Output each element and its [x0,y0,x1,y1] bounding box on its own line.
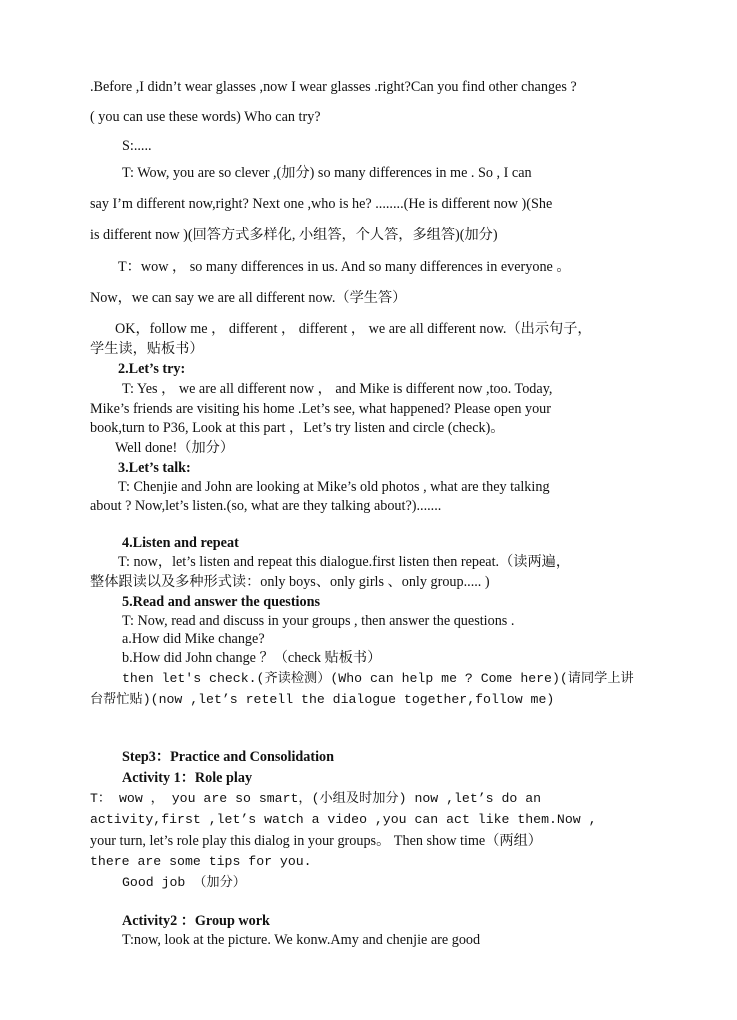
text-line: T: Chenjie and John are looking at Mike’s old photos , what are they talking [118,479,550,495]
text-line: about ? Now,let’s listen.(so, what are they talking about?)....... [90,498,442,514]
text-line: book,turn to P36, Look at this part ，Let’s try listen and circle (check)。 [90,420,505,436]
text-line: T: Wow, you are so clever ,(加分) so many differences in me . So , I can [122,165,532,181]
text-line: Mike’s friends are visiting his home .Let’s see, what happened? Please open your [90,401,551,417]
text-line: your turn, let’s role play this dialog in your groups。 Then show time（两组） [90,833,542,849]
text-line: Now，we can say we are all different now.（学生答） [90,290,407,306]
text-line: there are some tips for you. [90,854,312,869]
text-line: then let's check.(齐读检测）(Who can help me ? Come here)(请同学上讲 [122,671,634,686]
text-line: is different now )(回答方式多样化, 小组答，个人答，多组答)(加分) [90,227,498,243]
text-line: a.How did Mike change? [122,631,265,647]
text-line: b.How did John change ？（check 贴板书） [122,650,382,666]
text-line: OK，follow me ， different ， different ， we are all different now.（出示句子， [115,321,592,337]
text-line: 整体跟读以及多种形式读：only boys、only girls 、only group..... ) [90,574,490,590]
text-line: 台帮忙贴)(now ,let’s retell the dialogue together,follow me) [90,692,555,707]
text-line: .Before ,I didn’t wear glasses ,now I wear glasses .right?Can you find other changes ? [90,79,577,95]
text-line: Well done!（加分） [115,440,235,456]
text-line: T:now, look at the picture. We konw.Amy and chenjie are good [122,932,481,948]
text-line: activity,first ,let’s watch a video ,you can act like them.Now , [90,812,597,827]
section-heading: 2.Let’s try: [118,361,186,377]
text-line: T: now，let’s listen and repeat this dialogue.first listen then repeat.（读两遍， [118,554,571,570]
section-heading: Step3：Practice and Consolidation [122,749,335,765]
text-line: say I’m different now,right? Next one ,who is he? ........(He is different now )(She [90,196,553,212]
text-line: T：wow ， so many differences in us. And so many differences in everyone 。 [118,259,571,275]
text-line: T: Yes ， we are all different now ， and Mike is different now ,too. Today, [122,381,553,397]
section-heading: 4.Listen and repeat [122,535,239,551]
text-line: T: Now, read and discuss in your groups , then answer the questions . [122,613,515,629]
section-heading: Activity 1：Role play [122,770,253,786]
text-line: ( you can use these words) Who can try? [90,109,321,125]
text-line: Good job （加分） [122,875,246,890]
section-heading: 3.Let’s talk: [118,460,191,476]
section-heading: 5.Read and answer the questions [122,594,321,610]
text-line: 学生读，贴板书） [90,341,204,357]
section-heading: Activity2 ：Group work [122,913,270,929]
text-line: S:..... [122,138,152,154]
text-line: T： wow ， you are so smart，(小组及时加分) now ,let’s do an [90,791,542,806]
